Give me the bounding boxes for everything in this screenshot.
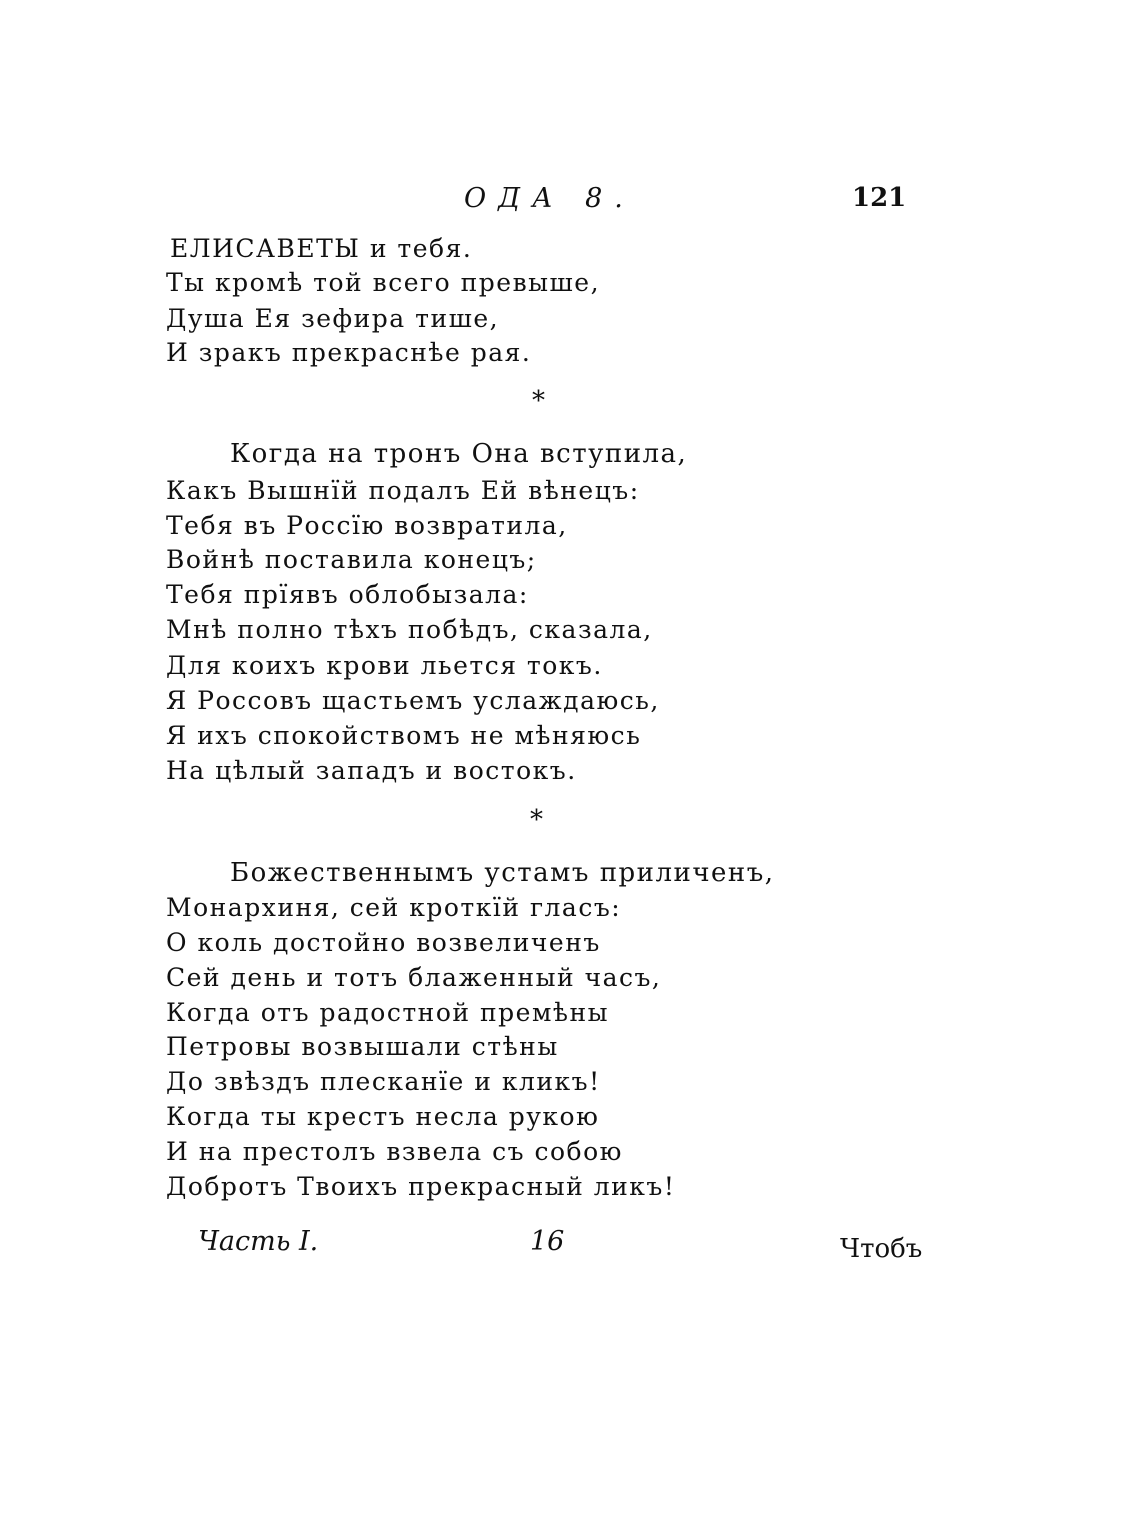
verse-line: Ты кромѣ той всего превыше, xyxy=(166,268,601,297)
verse-line: До звѣздъ плесканїе и кликъ! xyxy=(166,1067,601,1096)
page-number: 121 xyxy=(852,183,907,213)
verse-line: Я Россовъ щастьемъ услаждаюсь, xyxy=(166,686,660,715)
verse-line: Петровы возвышали стѣны xyxy=(166,1032,559,1061)
verse-line: Тебя въ Россїю возвратила, xyxy=(166,511,568,540)
sheet-number: 16 xyxy=(530,1226,565,1257)
verse-line: Монархиня, сей кроткїй гласъ: xyxy=(166,893,622,922)
verse-line: И зракъ прекраснѣе рая. xyxy=(166,338,532,367)
verse-line: Для коихъ крови льется токъ. xyxy=(166,651,603,680)
verse-line: Когда на тронъ Она вступила, xyxy=(230,439,688,469)
verse-line: Душа Ея зефира тише, xyxy=(166,304,500,333)
verse-line: О коль достойно возвеличенъ xyxy=(166,928,601,957)
verse-line: Добротъ Твоихъ прекрасный ликъ! xyxy=(166,1172,676,1201)
stanza-divider: * xyxy=(532,386,545,416)
verse-line: Сей день и тотъ блаженный часъ, xyxy=(166,963,662,992)
verse-line: ЕЛИСАВЕТЫ и тебя. xyxy=(170,234,473,263)
verse-line: Когда ты крестъ несла рукою xyxy=(166,1102,600,1131)
verse-line: Войнѣ поставила конецъ; xyxy=(166,545,537,574)
verse-line: Когда отъ радостной премѣны xyxy=(166,998,610,1027)
verse-line: Какъ Вышнїй подалъ Ей вѣнецъ: xyxy=(166,476,640,505)
verse-line: Мнѣ полно тѣхъ побѣдъ, сказала, xyxy=(166,615,653,644)
volume-signature: Часть I. xyxy=(198,1226,319,1257)
verse-line: Тебя прїявъ облобызала: xyxy=(166,580,529,609)
verse-line: Я ихъ спокойствомъ не мѣняюсь xyxy=(166,721,642,750)
verse-line: И на престолъ взвела съ собою xyxy=(166,1137,623,1166)
running-title: ОДА 8. xyxy=(464,183,635,214)
stanza-divider: * xyxy=(530,805,543,835)
catchword: Чтобъ xyxy=(840,1234,923,1264)
verse-line: На цѣлый западъ и востокъ. xyxy=(166,756,577,785)
verse-line: Божественнымъ устамъ приличенъ, xyxy=(230,858,775,888)
